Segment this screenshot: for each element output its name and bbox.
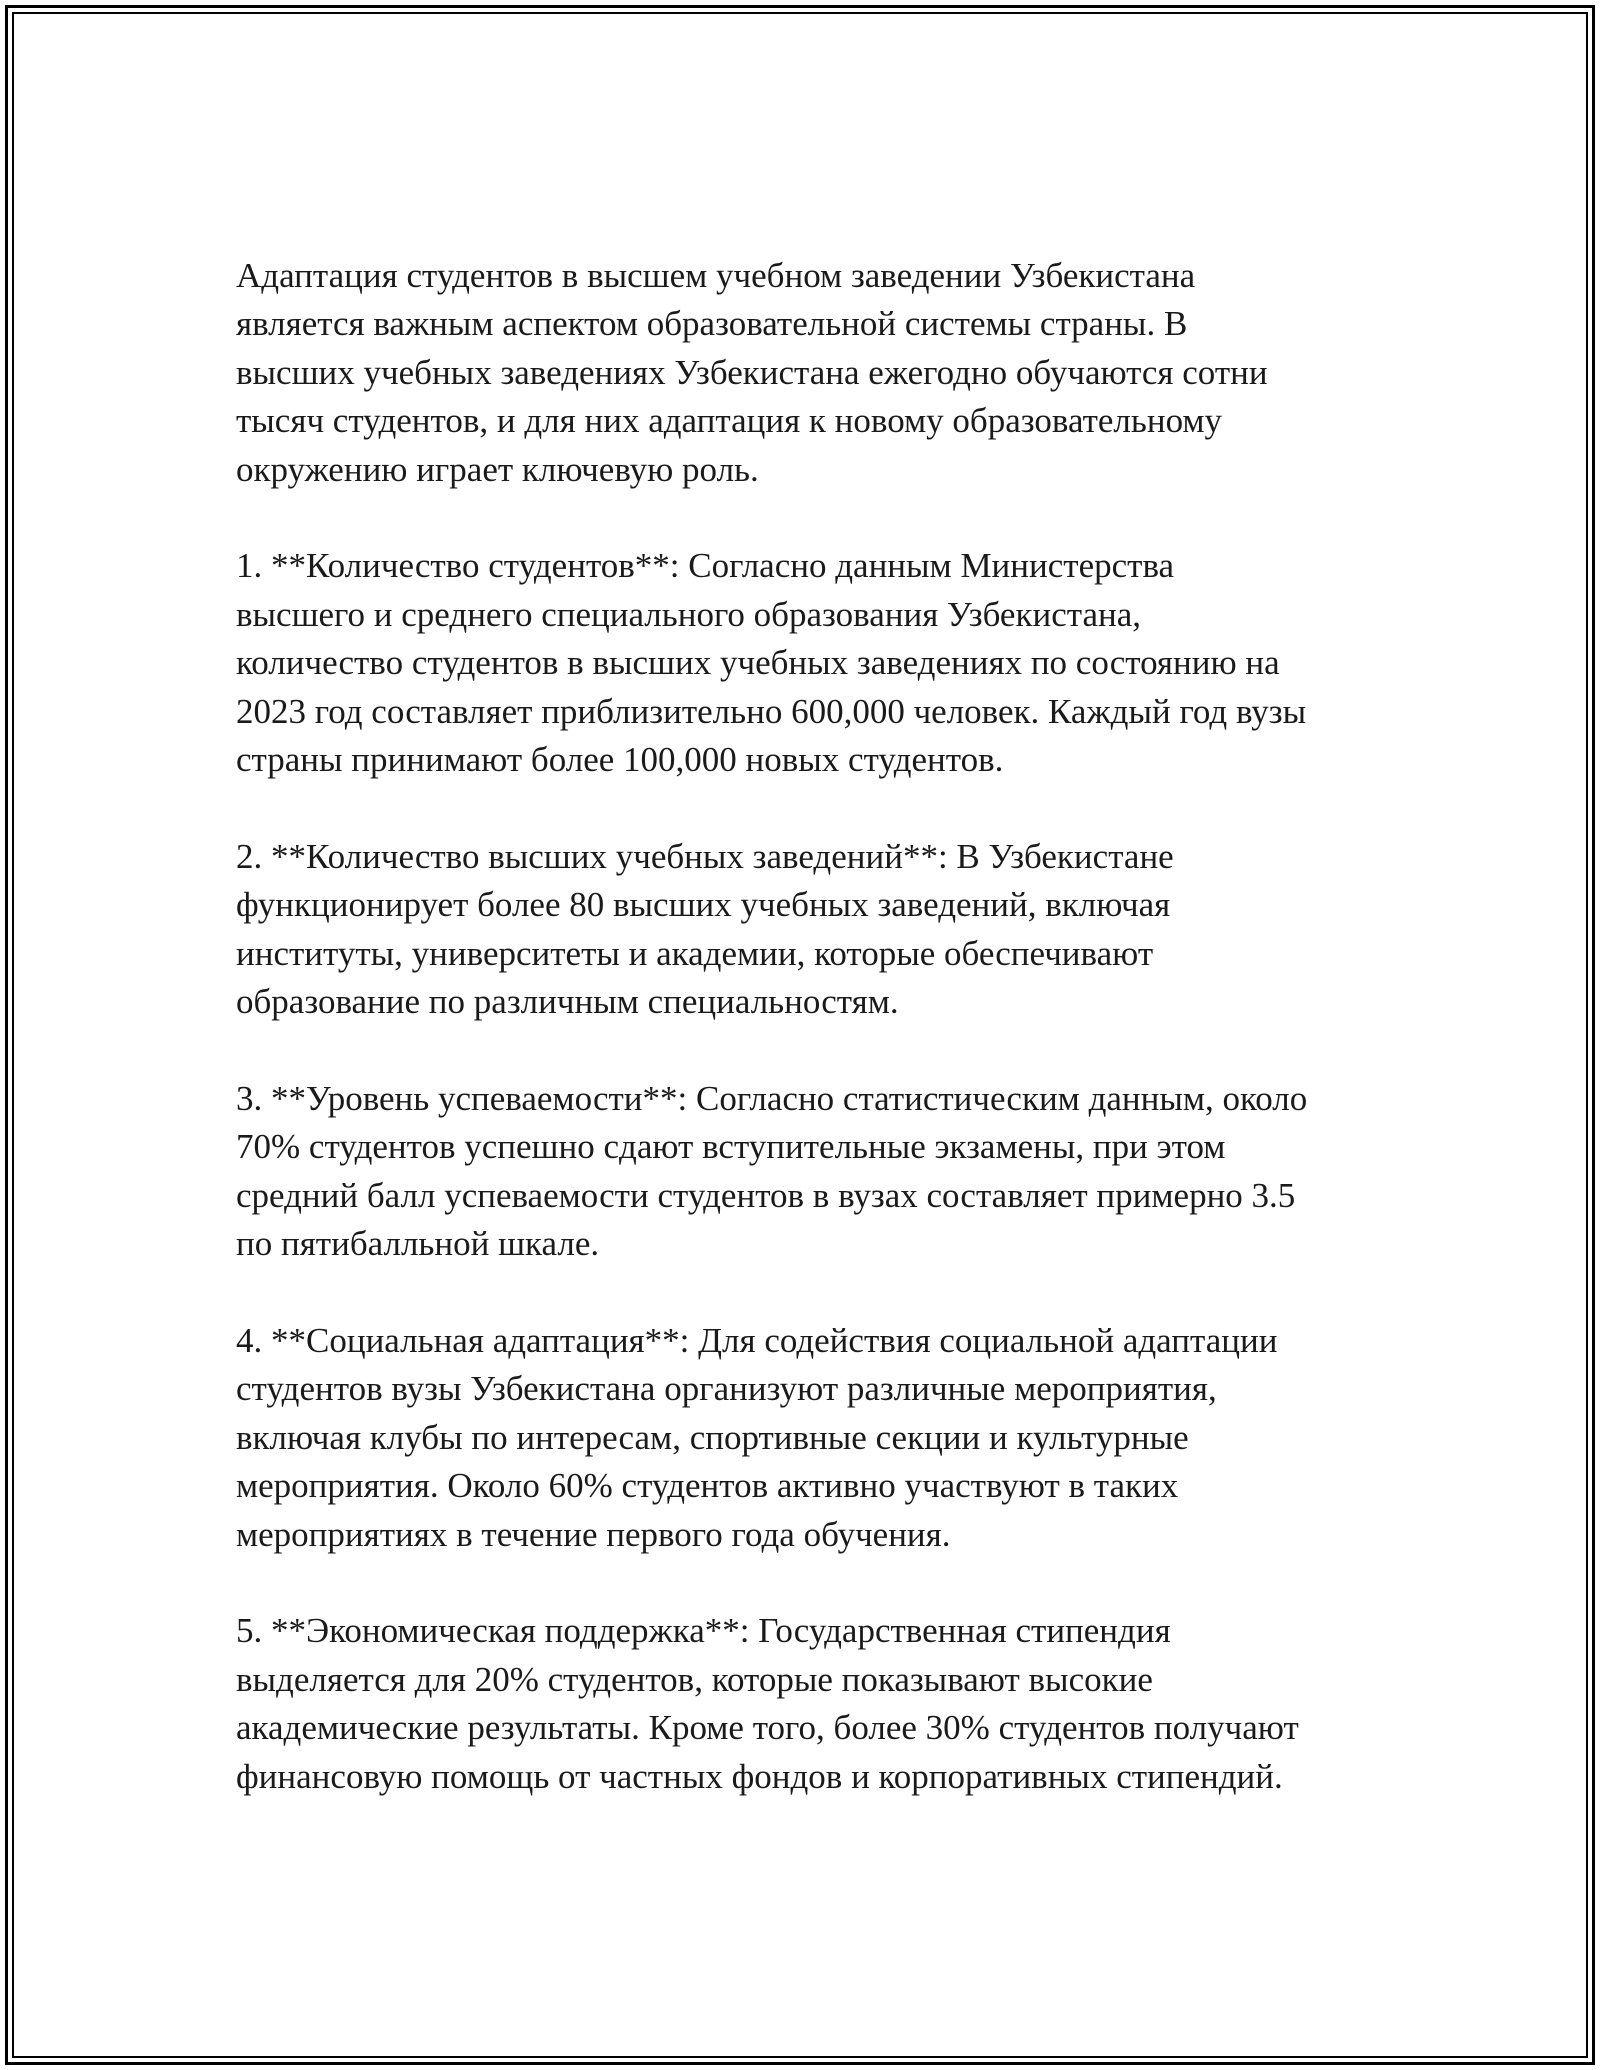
- item-social-adaptation: 4. **Социальная адаптация**: Для содействия социальной адаптации студентов вузы Узбекистана организуют различные мероприятия, включая клубы по интересам, спортивные секции и культурные мероприятия. Около 60% студентов активно участвуют в таких мероприятиях в течение первого года обучения.: [236, 1320, 1278, 1554]
- document-body: [236, 252, 1396, 1801]
- item-academic-performance: 3. **Уровень успеваемости**: Согласно статистическим данным, около 70% студентов успешно сдают вступительные экзамены, при этом средний балл успеваемости студентов в вузах составляет примерно 3.5 по пятибалльной шкале.: [236, 1078, 1308, 1264]
- item-economic-support: 5. **Экономическая поддержка**: Государственная стипендия выделяется для 20% студентов, которые показывают высокие академические результаты. Кроме того, более 30% студентов получают финансовую помощь от частных фондов и корпоративных стипендий.: [236, 1611, 1299, 1796]
- item-institution-count: 2. **Количество высших учебных заведений**: В Узбекистане функционирует более 80 высших учебных заведений, включая институты, университеты и академии, которые обеспечивают образование по различным специальностям.: [236, 836, 1174, 1022]
- item-student-count: 1. **Количество студентов**: Согласно данным Министерства высшего и среднего специального образования Узбекистана, количество студентов в высших учебных заведениях по состоянию на 2023 год составляет приблизительно 600,000 человек. Каждый год вузы страны принимают более 100,000 новых студентов.: [236, 546, 1307, 780]
- intro-paragraph: Адаптация студентов в высшем учебном заведении Узбекистана является важным аспектом образовательной системы страны. В высших учебных заведениях Узбекистана ежегодно обучаются сотни тысяч студентов, и для них адаптация к новому образовательному окружению играет ключевую роль.: [236, 256, 1268, 489]
